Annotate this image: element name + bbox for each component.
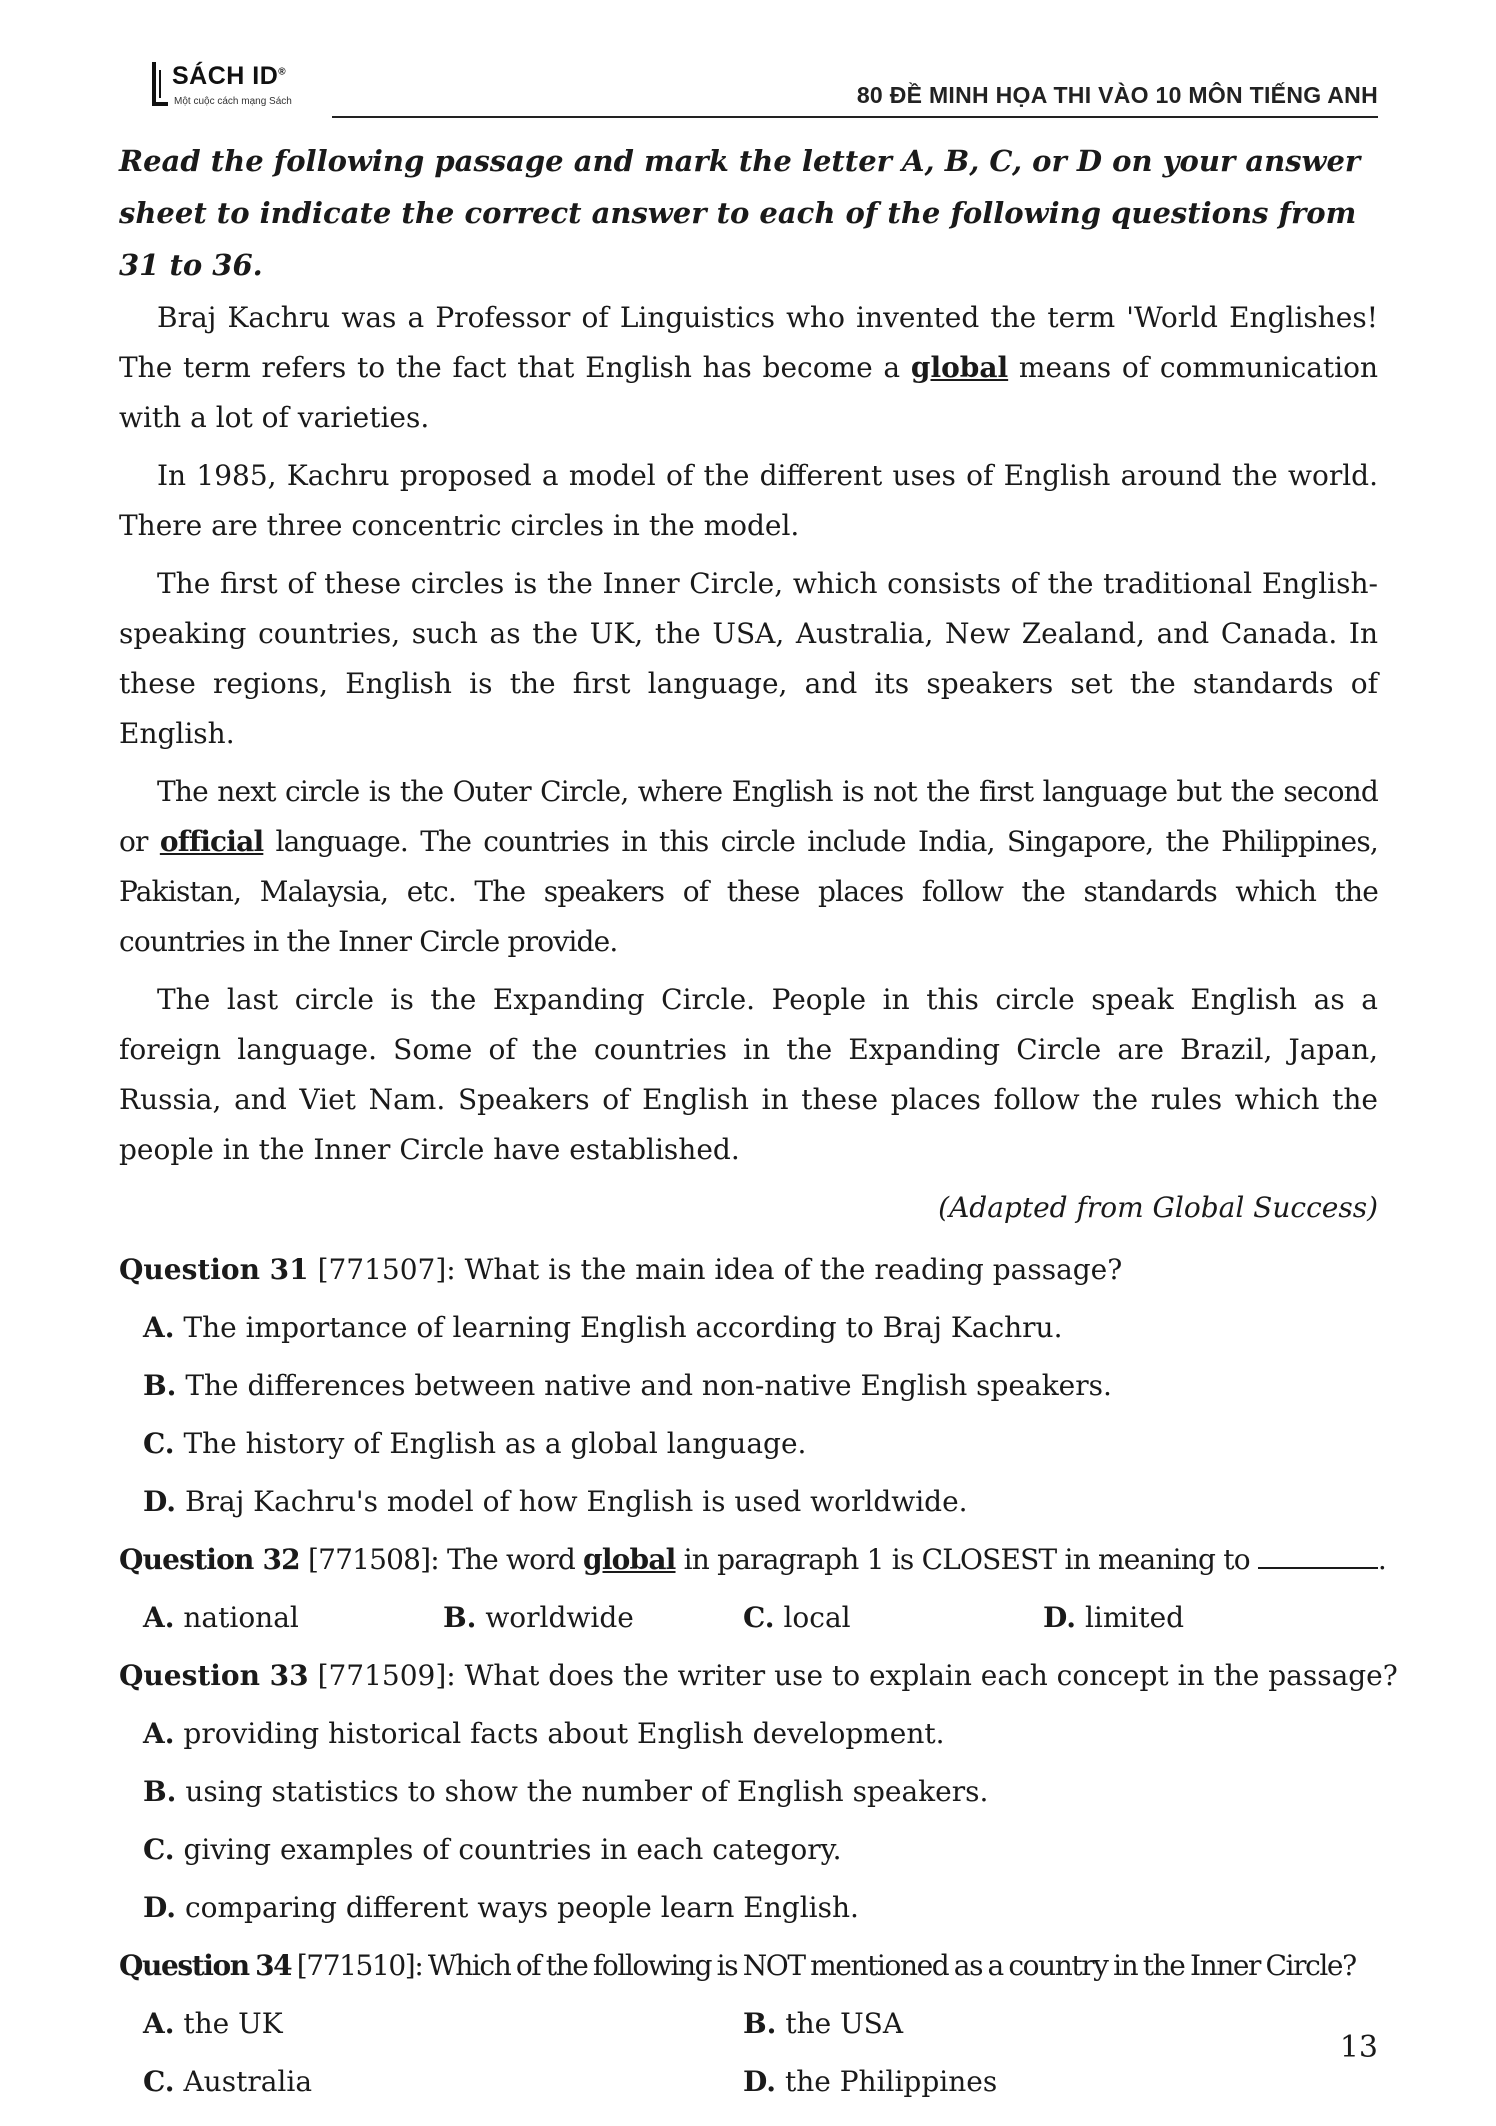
q34-options-row-2 bbox=[119, 2053, 1378, 2111]
q32-option-d[interactable]: D. limited bbox=[1043, 1601, 1185, 1634]
answer-blank bbox=[1258, 1567, 1378, 1569]
q32-option-b[interactable]: B. worldwide bbox=[443, 1601, 634, 1634]
logo-tagline: Một cuộc cách mạng Sách bbox=[174, 96, 292, 107]
q32-option-a[interactable]: A. national bbox=[143, 1601, 299, 1634]
page-number: 13 bbox=[1339, 2030, 1378, 2065]
question-34: Question 34 [771510]: Which of the following is NOT mentioned as a country in the Inner Circle? bbox=[119, 1949, 1356, 1982]
q32-options bbox=[119, 1589, 1378, 1647]
passage-paragraph-1: Braj Kachru was a Professor of Linguistics who invented the term 'World Englishes! The term refers to the fact that English has become a global means of communication with a lot of varieties. bbox=[119, 301, 1378, 434]
logo-brand: SÁCH ID® bbox=[172, 62, 287, 90]
book-logo-icon bbox=[148, 60, 170, 110]
passage-paragraph-3: The first of these circles is the Inner Circle, which consists of the traditional English-speaking countries, such as the UK, the USA, Australia, New Zealand, and Canada. In these regions, English is the first language, and its speakers set the standards of English. bbox=[119, 567, 1378, 750]
q34-option-c[interactable]: C. Australia bbox=[143, 2065, 313, 2098]
q33-option-a[interactable]: A. providing historical facts about English development. bbox=[143, 1717, 945, 1750]
main-content bbox=[119, 135, 1398, 2111]
instruction: Read the following passage and mark the letter A, B, C, or D on your answer sheet to indicate the correct answer to each of the following questions from 31 to 36. bbox=[119, 144, 1361, 282]
q34-option-d[interactable]: D. the Philippines bbox=[743, 2065, 998, 2098]
passage-paragraph-2: In 1985, Kachru proposed a model of the different uses of English around the world. There are three concentric circles in the model. bbox=[119, 459, 1378, 542]
q31-option-d[interactable]: D. Braj Kachru's model of how English is used worldwide. bbox=[143, 1485, 968, 1518]
passage-paragraph-5: The last circle is the Expanding Circle. People in this circle speak English as a foreign language. Some of the countries in the Expanding Circle are Brazil, Japan, Russia, and Viet Nam. Speakers of English in these places follow the rules which the people in the Inner Circle have established. bbox=[119, 983, 1378, 1166]
q32-option-c[interactable]: C. local bbox=[743, 1601, 851, 1634]
q34-option-a[interactable]: A. the UK bbox=[143, 2007, 283, 2040]
q34-options-row-1 bbox=[119, 1995, 1378, 2053]
q33-option-b[interactable]: B. using statistics to show the number of English speakers. bbox=[143, 1775, 989, 1808]
q33-option-d[interactable]: D. comparing different ways people learn English. bbox=[143, 1891, 859, 1924]
sach-id-logo bbox=[148, 56, 318, 116]
keyword-global: global bbox=[910, 351, 1009, 384]
question-32: Question 32 [771508]: The word global in paragraph 1 is CLOSEST in meaning to . bbox=[119, 1543, 1387, 1576]
q32-keyword-global: global bbox=[583, 1543, 676, 1576]
passage-paragraph-4: The next circle is the Outer Circle, where English is not the first language but the second or official language. The countries in this circle include India, Singapore, the Philippines, Pakistan, Malaysia, etc. The speakers of these places follow the standards which the countries in the Inner Circle provide. bbox=[119, 775, 1379, 958]
q31-option-c[interactable]: C. The history of English as a global language. bbox=[143, 1427, 807, 1460]
q31-option-a[interactable]: A. The importance of learning English according to Braj Kachru. bbox=[143, 1311, 1063, 1344]
header-divider bbox=[332, 116, 1378, 118]
q31-option-b[interactable]: B. The differences between native and non-native English speakers. bbox=[143, 1369, 1112, 1402]
q33-option-c[interactable]: C. giving examples of countries in each category. bbox=[143, 1833, 842, 1866]
header-title: 80 ĐỀ MINH HỌA THI VÀO 10 MÔN TIẾNG ANH bbox=[856, 82, 1378, 108]
question-31: Question 31 [771507]: What is the main idea of the reading passage? bbox=[119, 1253, 1123, 1286]
passage-source: (Adapted from Global Success) bbox=[938, 1191, 1378, 1224]
question-33: Question 33 [771509]: What does the writer use to explain each concept in the passage? bbox=[119, 1659, 1398, 1692]
keyword-official: official bbox=[159, 825, 264, 858]
q34-option-b[interactable]: B. the USA bbox=[743, 2007, 904, 2040]
